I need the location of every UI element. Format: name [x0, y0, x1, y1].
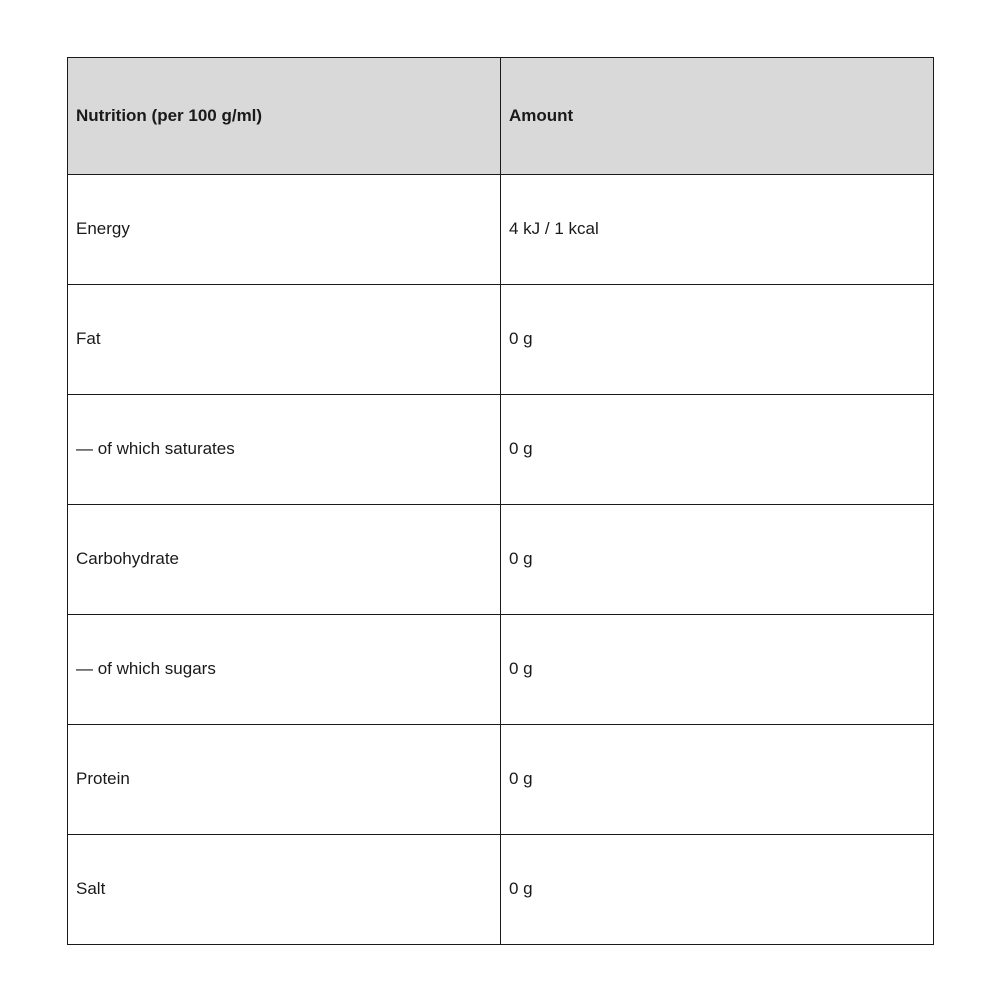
row-label-energy: Energy [76, 219, 130, 239]
row-label-saturates: — of which saturates [76, 439, 235, 459]
table-row [68, 725, 934, 835]
row-value-sugars: 0 g [509, 659, 533, 679]
row-value-cell [501, 725, 934, 835]
table-row [68, 615, 934, 725]
row-value-cell [501, 835, 934, 945]
column-header-nutrition-label: Nutrition (per 100 g/ml) [76, 105, 263, 125]
row-value-energy: 4 kJ / 1 kcal [509, 219, 599, 239]
row-label-cell [68, 505, 501, 615]
nutrition-table [67, 57, 934, 945]
table-row [68, 395, 934, 505]
table-row [68, 285, 934, 395]
table-header [68, 58, 934, 175]
row-label-carbohydrate: Carbohydrate [76, 549, 180, 569]
table-body [68, 175, 934, 945]
row-value-salt: 0 g [509, 879, 533, 899]
row-label-protein: Protein [76, 769, 130, 789]
table-row [68, 835, 934, 945]
row-label-fat: Fat [76, 329, 101, 349]
table-row [68, 175, 934, 285]
row-label-cell [68, 175, 501, 285]
row-value-protein: 0 g [509, 769, 533, 789]
column-header-nutrition [68, 58, 501, 175]
row-value-cell [501, 615, 934, 725]
column-header-amount-label: Amount [509, 105, 574, 125]
row-value-fat: 0 g [509, 329, 533, 349]
row-label-cell [68, 395, 501, 505]
row-label-salt: Salt [76, 879, 106, 899]
row-label-cell [68, 285, 501, 395]
row-value-cell [501, 175, 934, 285]
table-row [68, 505, 934, 615]
row-value-cell [501, 505, 934, 615]
row-value-cell [501, 285, 934, 395]
row-value-cell [501, 395, 934, 505]
column-header-amount [501, 58, 934, 175]
row-value-saturates: 0 g [509, 439, 533, 459]
row-label-cell [68, 835, 501, 945]
row-label-cell [68, 725, 501, 835]
row-label-sugars: — of which sugars [76, 659, 216, 679]
row-label-cell [68, 615, 501, 725]
row-value-carbohydrate: 0 g [509, 549, 533, 569]
table-header-row [68, 58, 934, 175]
